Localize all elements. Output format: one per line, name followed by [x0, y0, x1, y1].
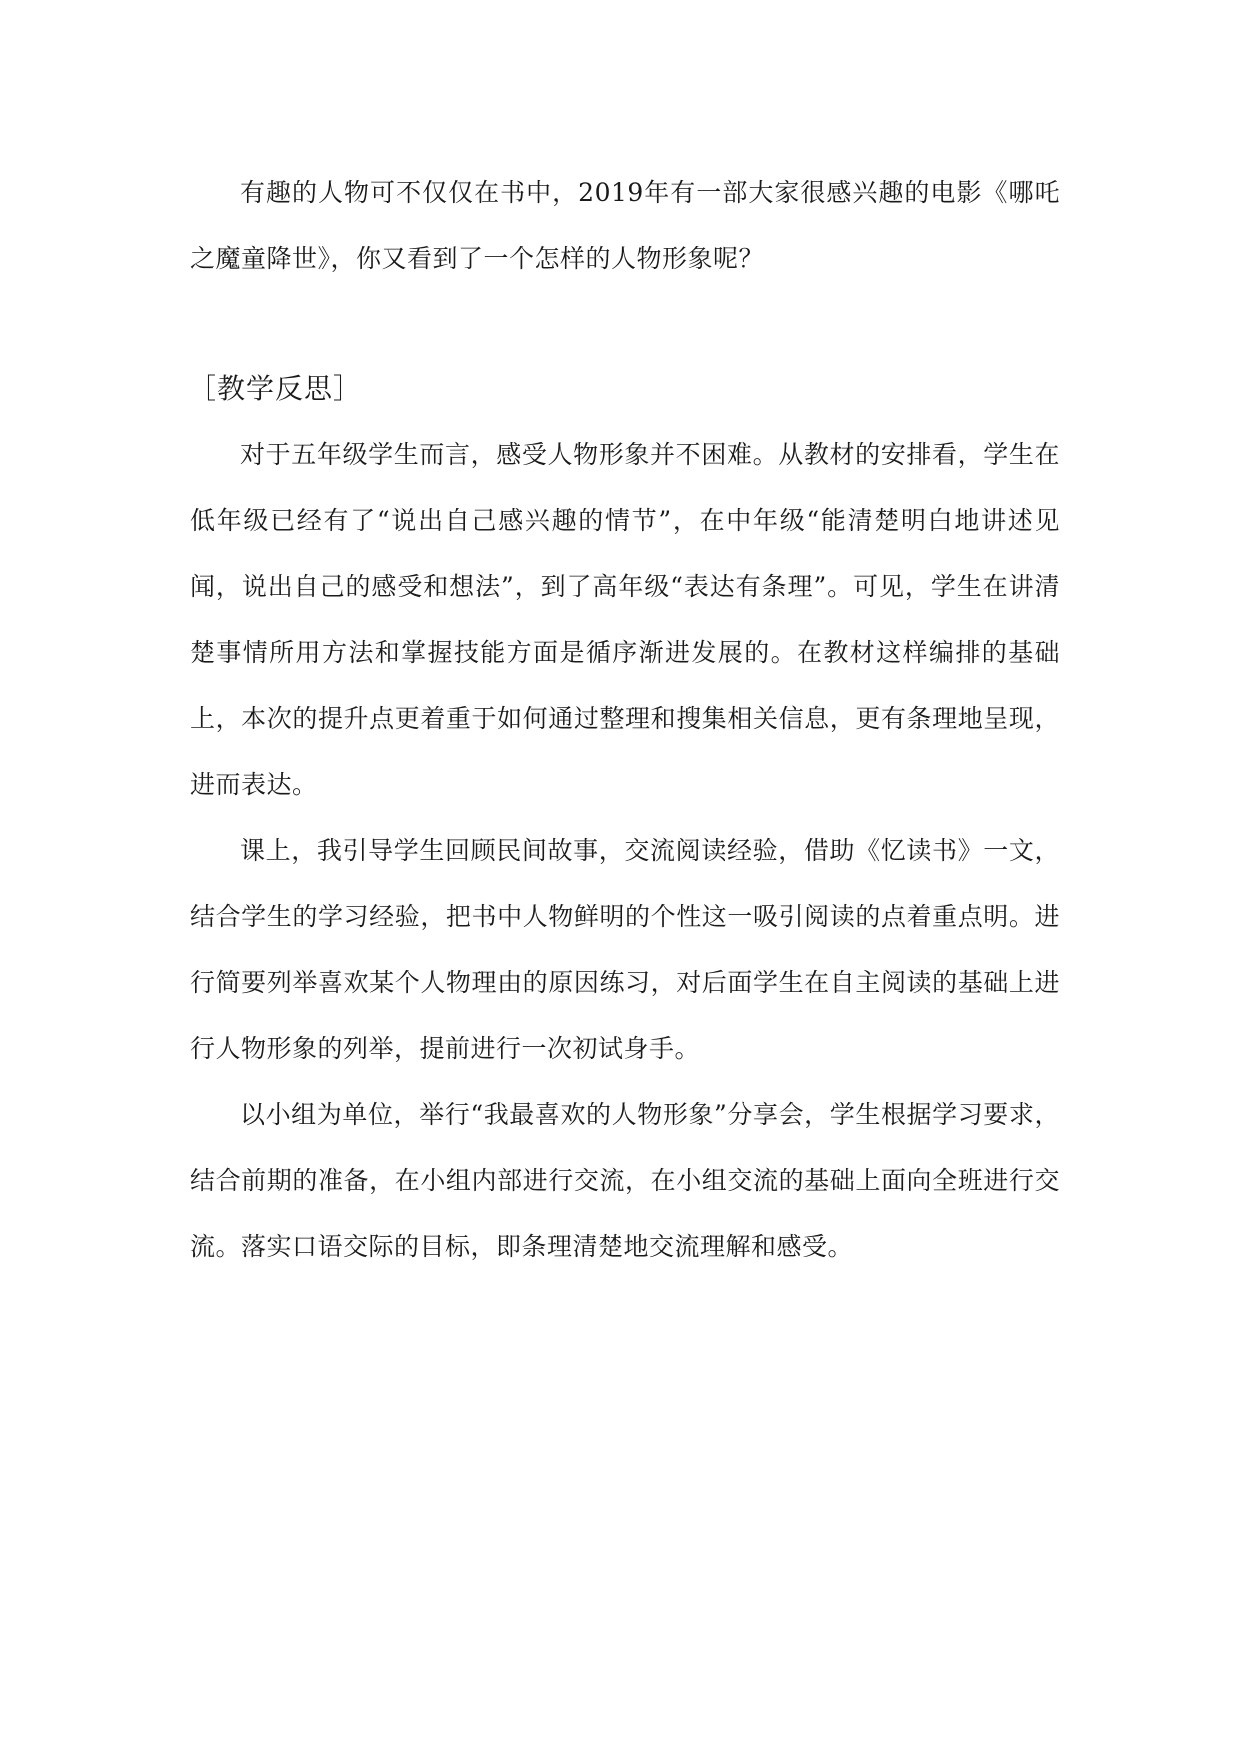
reflection-paragraph-1: 对于五年级学生而言，感受人物形象并不困难。从教材的安排看，学生在低年级已经有了“说出自己感兴趣的情节”，在中年级“能清楚明白地讲述见闻，说出自己的感受和想法”，到了高年级“表达有条理”。可见，学生在讲清楚事情所用方法和掌握技能方面是循序渐进发展的。在教材这样编排的基础上，本次的提升点更着重于如何通过整理和搜集相关信息，更有条理地呈现，进而表达。	[190, 440, 1060, 799]
reflection-paragraph-2: 课上，我引导学生回顾民间故事，交流阅读经验，借助《忆读书》一文，结合学生的学习经验，把书中人物鲜明的个性这一吸引阅读的点着重点明。进行简要列举喜欢某个人物理由的原因练习，对后面学生在自主阅读的基础上进行人物形象的列举，提前进行一次初试身手。	[190, 836, 1060, 1063]
section-heading: ［教学反思］	[188, 372, 363, 405]
section-spacer	[190, 292, 1060, 356]
reflection-paragraph-3: 以小组为单位，举行“我最喜欢的人物形象”分享会，学生根据学习要求，结合前期的准备，在小组内部进行交流，在小组交流的基础上面向全班进行交流。落实口语交际的目标，即条理清楚地交流理解和感受。	[190, 1100, 1060, 1261]
document-body	[190, 160, 1060, 1280]
intro-paragraph: 有趣的人物可不仅仅在书中，2019年有一部大家很感兴趣的电影《哪吒之魔童降世》，你又看到了一个怎样的人物形象呢？	[190, 178, 1060, 273]
